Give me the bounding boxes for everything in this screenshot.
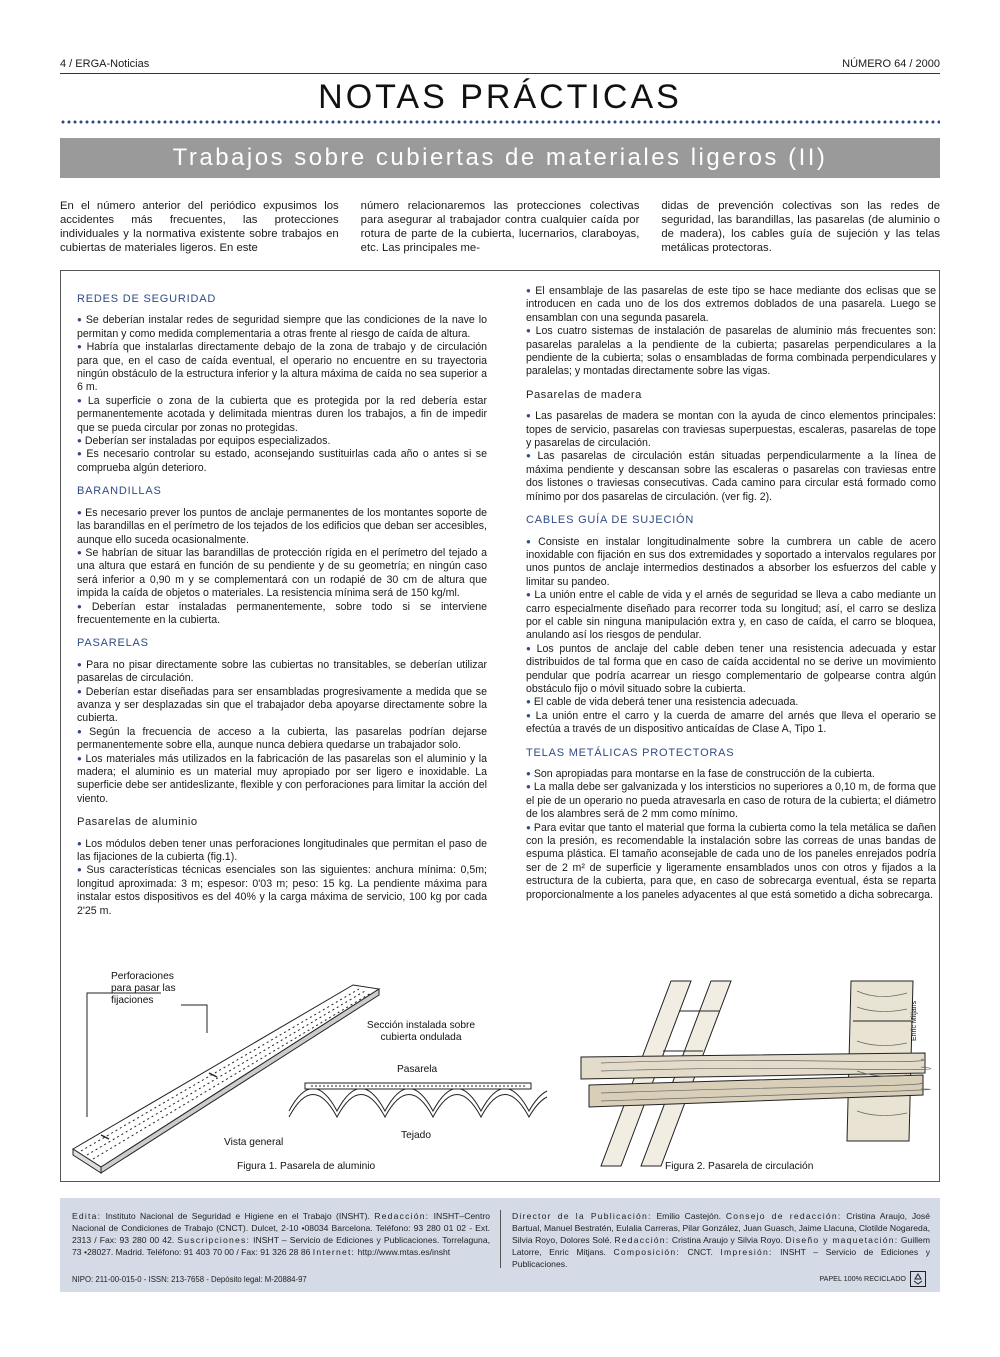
- bullet: ● Habría que instalarlas directamente debajo de la zona de trabajo y de circulación para que, en el caso de caída eventual, el operario no encuentre en su trayectoria ningún obstáculo de la estructura inferior y la altura máxima de caída no sea superior a 6 m.: [77, 341, 487, 395]
- footer-key: Redacción:: [374, 1211, 430, 1221]
- label-line: fijaciones: [111, 995, 154, 1006]
- intro-text: [60, 199, 940, 255]
- bullet: ● El cable de vida deberá tener una resistencia adecuada.: [526, 696, 936, 709]
- bullet: ● El ensamblaje de las pasarelas de este tipo se hace mediante dos eclisas que se introducen en cada uno de los dos extremos doblados de una pasarela. Luego se ensamblan con una segunda pasarela.: [526, 285, 936, 325]
- label-pasarela: Pasarela: [397, 1064, 438, 1075]
- bullet: ● Son apropiadas para montarse en la fase de construcción de la cubierta.: [526, 768, 936, 781]
- bullet: ● Los puntos de anclaje del cable deben tener una resistencia adecuada y estar distribuidos de tal forma que en caso de caída accidental no se derive un movimiento pendular que podría acarrear un riesgo complementario de golpearse contra algún obstáculo fijo o móvil situado sobre la cubierta.: [526, 643, 936, 697]
- footer-value: Cristina Araujo y Silvia Royo.: [671, 1235, 783, 1245]
- footer-value: INSHT – Servicio de Ediciones y Publicaciones.: [512, 1247, 930, 1269]
- footer-key: Internet:: [312, 1247, 356, 1257]
- label-line: Sección instalada sobre: [366, 1020, 476, 1031]
- bullet: ● Las pasarelas de circulación están situadas perpendicularmente a la línea de máxima pendiente y descansan sobre las escaleras o pasarelas con traviesas entre dos listones o traviesas consecutivas. Cada camino para circular está formado como mínimo por dos pasarelas de circulación. (ver fig. 2).: [526, 450, 936, 504]
- label-seccion: [351, 1020, 491, 1044]
- footer-key: Redacción:: [614, 1235, 670, 1245]
- figure-1-caption: Figura 1. Pasarela de aluminio: [237, 1161, 376, 1172]
- footer-value: INSHT – Servicio de Ediciones y Publicaciones. Torrelaguna, 73 •28027. Madrid. Teléfono: 91 403 70 00 / Fax: 91 326 28 86: [72, 1235, 490, 1257]
- bullet: ● Los módulos deben tener unas perforaciones longitudinales que permitan el paso de las fijaciones de la cubierta (fig.1).: [77, 838, 487, 865]
- bullet: ● Consiste en instalar longitudinalmente sobre la cumbrera un cable de acero inoxidable con fijación en sus dos extremidades y soportado a intervalos regulares por unos puntos de anclaje intermedios destinados a absorber los esfuerzos del cable y limitar su pandeo.: [526, 536, 936, 590]
- heading-barandillas: BARANDILLAS: [77, 485, 162, 498]
- bullet: ● Para no pisar directamente sobre las cubiertas no transitables, se deberían utilizar pasarelas de circulación.: [77, 659, 487, 686]
- footer-value: http://www.mtas.es/insht: [357, 1247, 451, 1257]
- label-line: cubierta ondulada: [380, 1032, 462, 1043]
- heading-redes: REDES DE SEGURIDAD: [77, 293, 217, 305]
- dotted-rule: [60, 120, 940, 124]
- figure-2-caption: Figura 2. Pasarela de circulación: [665, 1161, 814, 1172]
- wooden-walkway-illustration: [581, 981, 931, 1166]
- bullet: ● La malla debe ser galvanizada y los intersticios no superiores a 0,10 m, de forma que el pie de un operario no pueda atravesarla en caso de rotura de la cubierta; el diámetro de los alambres será de 2 mm como mínimo.: [526, 781, 936, 821]
- footer-value: INSHT–Centro Nacional de Condiciones de Trabajo (CNCT). Dulcet, 2-10 •08034 Barcelona. Teléfono: 93 280 01 02 - Ext. 2313 / Fax: 93 280 00 42.: [72, 1211, 490, 1245]
- left-column: [77, 283, 487, 918]
- figures: [61, 971, 939, 1181]
- bullet: ● Los cuatro sistemas de instalación de pasarelas de aluminio más frecuentes son: pasarelas paralelas a la pendiente de la cubierta; pasarelas perpendiculares a la pendiente de la cubierta; solas o ensambladas de forma combinada perpendiculares y paralelas; y montadas directamente sobre las vigas.: [526, 325, 936, 379]
- intro-col-1: En el número anterior del periódico expusimos los accidentes más frecuentes, las protecciones individuales y la normativa existente sobre trabajos en cubiertas de materiales ligeros. En este: [60, 200, 339, 254]
- bullet: ● Según la frecuencia de acceso a la cubierta, las pasarelas podrían dejarse permanentemente sobre ella, aunque nunca debiera quedarse un trabajador solo.: [77, 726, 487, 753]
- footer-key: Diseño y maquetación:: [785, 1235, 899, 1245]
- footer-key: Composición:: [613, 1247, 680, 1257]
- subheading-aluminio: Pasarelas de aluminio: [77, 816, 198, 829]
- footer-right: [512, 1210, 930, 1270]
- footer-credits: [60, 1198, 940, 1292]
- label-tejado: Tejado: [401, 1130, 432, 1141]
- footer-key: Impresión:: [720, 1247, 773, 1257]
- footer-key: Edita:: [72, 1211, 102, 1221]
- bullet: ● Deberían ser instaladas por equipos especializados.: [77, 435, 487, 448]
- footer-value: Cristina Araujo, José Bartual, Manuel Bestratén, Eulalia Carreras, Pilar González, Juan Guasch, Jaime Llacuna, Clotilde Nogareda, Silvia Royo, Dolores Solé.: [512, 1211, 931, 1245]
- figures-drawing: [61, 971, 939, 1181]
- bullet: ● Se deberían instalar redes de seguridad siempre que las condiciones de la nave lo permitan y como medida complementaria a otras frente al riesgo de caída de altura.: [77, 314, 487, 341]
- bullet: ● Para evitar que tanto el material que forma la cubierta como la tela metálica se dañen con la presión, es recomendable la instalación sobre las correas de unas bandas de espuma plástica. El tamaño aconsejable de cada uno de los paneles enrejados podría ser de 2 m² de superficie y ligeramente ensamblados unos con otros y fijados a la estructura de la cubierta, para que, en caso de sobrecarga eventual, ésta se reparta proporcionalmente a los paneles adyacentes al que está sometido a dicha sobrecarga.: [526, 822, 936, 902]
- footer-key: Consejo de redacción:: [725, 1211, 842, 1221]
- label-line: Perforaciones: [111, 971, 174, 982]
- bullet: ● La superficie o zona de la cubierta que es protegida por la red debería estar permanentemente acotada y delimitada mientras duren los trabajos, a fin de impedir que se pueda circular por zonas no protegidas.: [77, 395, 487, 435]
- footer-value: Guillem Latorre, Enric Mitjans.: [512, 1235, 930, 1257]
- article-title: Trabajos sobre cubiertas de materiales ligeros (II): [60, 138, 940, 178]
- content-box: [60, 270, 940, 1182]
- header-rule: [60, 73, 940, 74]
- heading-pasarelas: PASARELAS: [77, 637, 149, 650]
- label-vista-general: Vista general: [224, 1137, 284, 1148]
- bullet: ● Es necesario prever los puntos de anclaje permanentes de los montantes soporte de las barandillas en el perímetro de los tejados de los edificios que deban ser accesibles, aunque ello suceda ocasionalmente.: [77, 507, 487, 547]
- bullet: ● Se habrían de situar las barandillas de protección rígida en el perímetro del tejado a una altura que estará en función de su pendiente y de su geometría; en ningún caso será inferior a 0,90 m y se complementará con un rodapié de 30 cm de altura que impida la caída de objetos o materiales. La resistencia mínima será de 150 kg/ml.: [77, 547, 487, 601]
- recycled-note: [819, 1271, 926, 1287]
- corrugated-section-illustration: [289, 1083, 547, 1117]
- nipo-line: NIPO: 211-00-015-0 - ISSN: 213-7658 - Depósito legal: M-20884-97: [72, 1275, 307, 1284]
- footer-value: Instituto Nacional de Seguridad e Higiene en el Trabajo (INSHT).: [105, 1211, 370, 1221]
- footer-key: Suscripciones:: [177, 1235, 251, 1245]
- bullet: ● La unión entre el cable de vida y el arnés de seguridad se lleva a cabo mediante un carro especialmente diseñado para recorrer toda su longitud; así, el carro se desliza por el cable sin ninguna manipulación extra y, en caso de caída, el carro se bloquea, anulando así los riesgos de pendular.: [526, 589, 936, 643]
- intro-col-2: número relacionaremos las protecciones colectivas para asegurar al trabajador contra cualquier caída por rotura de parte de la cubierta, lucernarios, claraboyas, etc. Las principales me-: [360, 200, 640, 254]
- bullet: ● Los materiales más utilizados en la fabricación de las pasarelas son el aluminio y la madera; el aluminio es un material muy apropiado por ser ligero e inoxidable. La superficie debe ser antideslizante, flexible y con perforaciones para limitar la acción del viento.: [77, 753, 487, 807]
- heading-cables: CABLES GUÍA DE SUJECIÓN: [526, 514, 695, 527]
- recycled-text: PAPEL 100% RECICLADO: [819, 1274, 906, 1283]
- bullet: ● Deberían estar instaladas permanentemente, sobre todo si se interviene frecuentemente en la cubierta.: [77, 601, 487, 628]
- footer-left: [72, 1210, 490, 1258]
- header-left: 4 / ERGA-Noticias: [60, 58, 150, 70]
- bullet: ● Deberían estar diseñadas para ser ensambladas progresivamente a medida que se avanza y ser desplazadas sin que el trabajador deba apoyarse directamente sobre la cubierta.: [77, 686, 487, 726]
- subheading-madera: Pasarelas de madera: [526, 388, 642, 401]
- header-right: NÚMERO 64 / 2000: [842, 58, 940, 70]
- label-line: para pasar las: [111, 983, 176, 994]
- intro-col-3: didas de prevención colectivas son las redes de seguridad, las barandillas, las pasarelas (de aluminio o de madera), los cables guía de sujeción y las telas metálicas protectoras.: [661, 200, 941, 254]
- footer-divider: [500, 1210, 501, 1268]
- section-title: NOTAS PRÁCTICAS: [318, 78, 682, 116]
- label-perforaciones: [111, 971, 176, 1007]
- illustration-credit: Enric Mitjans: [911, 1000, 918, 1041]
- right-column: [526, 283, 936, 902]
- bullet: ● La unión entre el carro y la cuerda de amarre del arnés que lleva el operario se efectúa a través de un dispositivo anticaídas de Clase A, Tipo 1.: [526, 710, 936, 737]
- bullet: ● Sus características técnicas esenciales son las siguientes: anchura mínima: 0,5m; longitud aproximada: 3 m; espesor: 0'03 m; peso: 15 kg. La pendiente máxima para instalar estos dispositivos es del 40% y la carga máxima de servicio, 100 kg por cada 2'25 m.: [77, 864, 487, 918]
- recycle-icon: [910, 1271, 926, 1287]
- heading-telas: TELAS METÁLICAS PROTECTORAS: [526, 746, 735, 759]
- bullet: ● Las pasarelas de madera se montan con la ayuda de cinco elementos principales: topes de servicio, pasarelas con traviesas superpuestas, escaleras, pasarelas de tope y pasarelas de circulación.: [526, 410, 936, 450]
- footer-value: Emilio Castejón.: [656, 1211, 721, 1221]
- footer-key: Director de la Publicación:: [512, 1211, 652, 1221]
- bullet: ● Es necesario controlar su estado, aconsejando sustituirlas cada año o antes si se comprueba algún deterioro.: [77, 448, 487, 475]
- footer-value: CNCT.: [687, 1247, 713, 1257]
